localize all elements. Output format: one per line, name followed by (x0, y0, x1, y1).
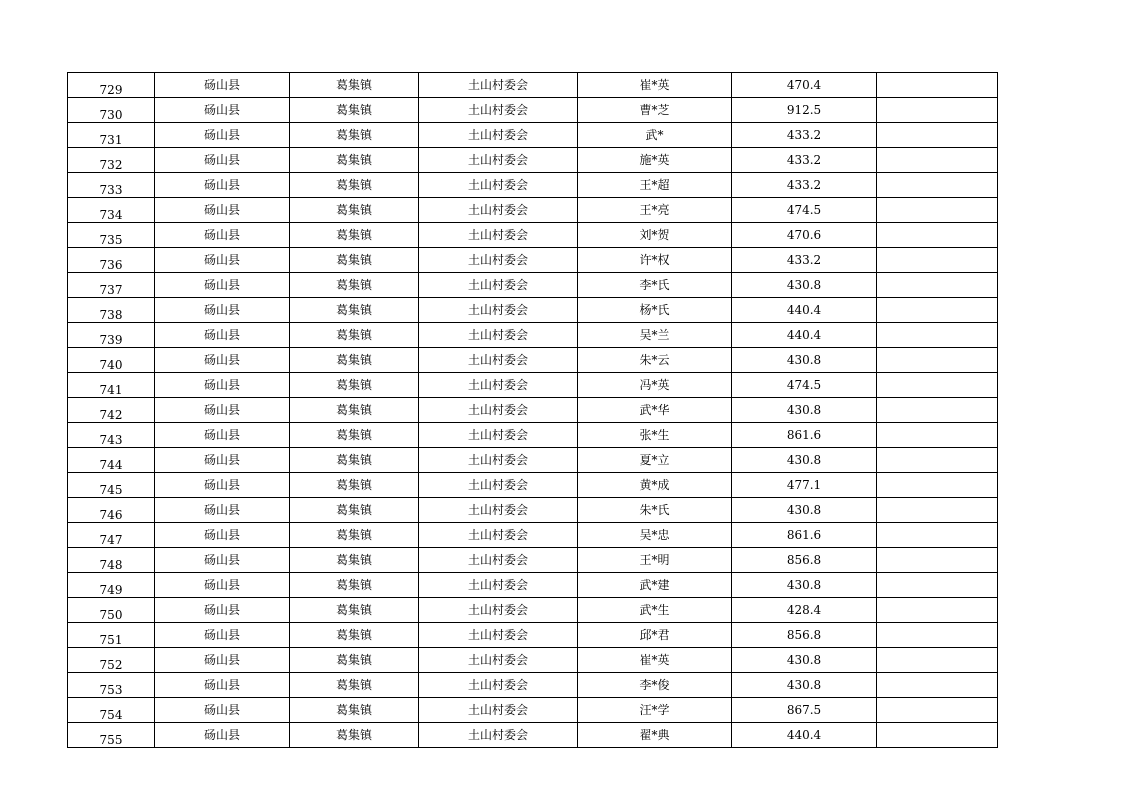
person-name-cell: 邱*君 (578, 623, 732, 648)
person-name-cell: 吴*忠 (578, 523, 732, 548)
note-cell (877, 598, 998, 623)
note-cell (877, 623, 998, 648)
person-name-cell: 李*氏 (578, 273, 732, 298)
county-cell: 砀山县 (155, 98, 290, 123)
village-cell: 土山村委会 (419, 273, 578, 298)
note-cell (877, 123, 998, 148)
village-cell: 土山村委会 (419, 523, 578, 548)
table-row (68, 73, 998, 98)
amount-cell: 430.8 (732, 498, 877, 523)
village-cell: 土山村委会 (419, 198, 578, 223)
village-cell: 土山村委会 (419, 298, 578, 323)
village-cell: 土山村委会 (419, 98, 578, 123)
person-name-cell: 朱*云 (578, 348, 732, 373)
town-cell: 葛集镇 (290, 573, 419, 598)
amount-cell: 440.4 (732, 723, 877, 748)
table-row (68, 323, 998, 348)
row-number-cell: 734 (68, 198, 155, 223)
table-row (68, 473, 998, 498)
village-cell: 土山村委会 (419, 648, 578, 673)
person-name-cell: 武*建 (578, 573, 732, 598)
town-cell: 葛集镇 (290, 598, 419, 623)
village-cell: 土山村委会 (419, 623, 578, 648)
table-row (68, 723, 998, 748)
note-cell (877, 698, 998, 723)
town-cell: 葛集镇 (290, 98, 419, 123)
village-cell: 土山村委会 (419, 573, 578, 598)
amount-cell: 867.5 (732, 698, 877, 723)
town-cell: 葛集镇 (290, 248, 419, 273)
row-number-cell: 735 (68, 223, 155, 248)
county-cell: 砀山县 (155, 523, 290, 548)
town-cell: 葛集镇 (290, 373, 419, 398)
town-cell: 葛集镇 (290, 273, 419, 298)
village-cell: 土山村委会 (419, 673, 578, 698)
county-cell: 砀山县 (155, 273, 290, 298)
village-cell: 土山村委会 (419, 548, 578, 573)
row-number-cell: 748 (68, 548, 155, 573)
village-cell: 土山村委会 (419, 448, 578, 473)
note-cell (877, 723, 998, 748)
county-cell: 砀山县 (155, 723, 290, 748)
village-cell: 土山村委会 (419, 148, 578, 173)
county-cell: 砀山县 (155, 598, 290, 623)
note-cell (877, 498, 998, 523)
row-number-cell: 754 (68, 698, 155, 723)
row-number-cell: 730 (68, 98, 155, 123)
town-cell: 葛集镇 (290, 423, 419, 448)
amount-cell: 430.8 (732, 448, 877, 473)
county-cell: 砀山县 (155, 248, 290, 273)
county-cell: 砀山县 (155, 348, 290, 373)
town-cell: 葛集镇 (290, 198, 419, 223)
county-cell: 砀山县 (155, 323, 290, 348)
note-cell (877, 98, 998, 123)
amount-cell: 428.4 (732, 598, 877, 623)
person-name-cell: 汪*学 (578, 698, 732, 723)
county-cell: 砀山县 (155, 573, 290, 598)
row-number-cell: 736 (68, 248, 155, 273)
row-number-cell: 739 (68, 323, 155, 348)
row-number-cell: 744 (68, 448, 155, 473)
note-cell (877, 148, 998, 173)
table-row (68, 498, 998, 523)
note-cell (877, 523, 998, 548)
note-cell (877, 273, 998, 298)
village-cell: 土山村委会 (419, 373, 578, 398)
town-cell: 葛集镇 (290, 123, 419, 148)
row-number-cell: 755 (68, 723, 155, 748)
amount-cell: 433.2 (732, 148, 877, 173)
county-cell: 砀山县 (155, 123, 290, 148)
person-name-cell: 王*明 (578, 548, 732, 573)
note-cell (877, 398, 998, 423)
person-name-cell: 武* (578, 123, 732, 148)
note-cell (877, 448, 998, 473)
row-number-cell: 752 (68, 648, 155, 673)
table-row (68, 348, 998, 373)
town-cell: 葛集镇 (290, 473, 419, 498)
row-number-cell: 749 (68, 573, 155, 598)
person-name-cell: 武*华 (578, 398, 732, 423)
person-name-cell: 朱*氏 (578, 498, 732, 523)
person-name-cell: 崔*英 (578, 648, 732, 673)
table-row (68, 123, 998, 148)
amount-cell: 861.6 (732, 423, 877, 448)
amount-cell: 430.8 (732, 673, 877, 698)
town-cell: 葛集镇 (290, 223, 419, 248)
table-row (68, 548, 998, 573)
town-cell: 葛集镇 (290, 698, 419, 723)
person-name-cell: 武*生 (578, 598, 732, 623)
table-row (68, 573, 998, 598)
table-row (68, 448, 998, 473)
amount-cell: 430.8 (732, 348, 877, 373)
table-row (68, 673, 998, 698)
note-cell (877, 648, 998, 673)
village-cell: 土山村委会 (419, 223, 578, 248)
town-cell: 葛集镇 (290, 623, 419, 648)
village-cell: 土山村委会 (419, 473, 578, 498)
county-cell: 砀山县 (155, 298, 290, 323)
data-table (67, 72, 998, 748)
person-name-cell: 夏*立 (578, 448, 732, 473)
person-name-cell: 吴*兰 (578, 323, 732, 348)
village-cell: 土山村委会 (419, 423, 578, 448)
row-number-cell: 733 (68, 173, 155, 198)
table-row (68, 398, 998, 423)
person-name-cell: 许*权 (578, 248, 732, 273)
table-row (68, 223, 998, 248)
town-cell: 葛集镇 (290, 448, 419, 473)
person-name-cell: 刘*贺 (578, 223, 732, 248)
amount-cell: 477.1 (732, 473, 877, 498)
note-cell (877, 198, 998, 223)
row-number-cell: 750 (68, 598, 155, 623)
town-cell: 葛集镇 (290, 73, 419, 98)
row-number-cell: 743 (68, 423, 155, 448)
row-number-cell: 740 (68, 348, 155, 373)
village-cell: 土山村委会 (419, 498, 578, 523)
table-row (68, 248, 998, 273)
county-cell: 砀山县 (155, 473, 290, 498)
amount-cell: 430.8 (732, 398, 877, 423)
note-cell (877, 323, 998, 348)
table-row (68, 598, 998, 623)
table-row (68, 698, 998, 723)
table-row (68, 173, 998, 198)
person-name-cell: 崔*英 (578, 73, 732, 98)
county-cell: 砀山县 (155, 148, 290, 173)
note-cell (877, 373, 998, 398)
row-number-cell: 737 (68, 273, 155, 298)
table-row (68, 523, 998, 548)
row-number-cell: 742 (68, 398, 155, 423)
amount-cell: 430.8 (732, 273, 877, 298)
person-name-cell: 张*生 (578, 423, 732, 448)
amount-cell: 433.2 (732, 248, 877, 273)
row-number-cell: 729 (68, 73, 155, 98)
note-cell (877, 573, 998, 598)
amount-cell: 474.5 (732, 198, 877, 223)
town-cell: 葛集镇 (290, 673, 419, 698)
table-row (68, 98, 998, 123)
note-cell (877, 298, 998, 323)
amount-cell: 433.2 (732, 173, 877, 198)
amount-cell: 430.8 (732, 573, 877, 598)
note-cell (877, 223, 998, 248)
county-cell: 砀山县 (155, 698, 290, 723)
town-cell: 葛集镇 (290, 173, 419, 198)
amount-cell: 474.5 (732, 373, 877, 398)
county-cell: 砀山县 (155, 448, 290, 473)
note-cell (877, 248, 998, 273)
row-number-cell: 747 (68, 523, 155, 548)
person-name-cell: 翟*典 (578, 723, 732, 748)
town-cell: 葛集镇 (290, 648, 419, 673)
county-cell: 砀山县 (155, 198, 290, 223)
amount-cell: 912.5 (732, 98, 877, 123)
row-number-cell: 745 (68, 473, 155, 498)
table-row (68, 623, 998, 648)
row-number-cell: 741 (68, 373, 155, 398)
amount-cell: 430.8 (732, 648, 877, 673)
county-cell: 砀山县 (155, 548, 290, 573)
table-row (68, 648, 998, 673)
county-cell: 砀山县 (155, 173, 290, 198)
table-row (68, 373, 998, 398)
town-cell: 葛集镇 (290, 523, 419, 548)
village-cell: 土山村委会 (419, 723, 578, 748)
village-cell: 土山村委会 (419, 398, 578, 423)
town-cell: 葛集镇 (290, 398, 419, 423)
amount-cell: 470.4 (732, 73, 877, 98)
county-cell: 砀山县 (155, 623, 290, 648)
village-cell: 土山村委会 (419, 698, 578, 723)
village-cell: 土山村委会 (419, 73, 578, 98)
town-cell: 葛集镇 (290, 498, 419, 523)
village-cell: 土山村委会 (419, 348, 578, 373)
amount-cell: 440.4 (732, 298, 877, 323)
village-cell: 土山村委会 (419, 248, 578, 273)
village-cell: 土山村委会 (419, 173, 578, 198)
row-number-cell: 732 (68, 148, 155, 173)
county-cell: 砀山县 (155, 223, 290, 248)
note-cell (877, 473, 998, 498)
town-cell: 葛集镇 (290, 323, 419, 348)
amount-cell: 856.8 (732, 623, 877, 648)
note-cell (877, 423, 998, 448)
county-cell: 砀山县 (155, 423, 290, 448)
row-number-cell: 746 (68, 498, 155, 523)
note-cell (877, 548, 998, 573)
person-name-cell: 王*超 (578, 173, 732, 198)
town-cell: 葛集镇 (290, 148, 419, 173)
person-name-cell: 曹*芝 (578, 98, 732, 123)
row-number-cell: 731 (68, 123, 155, 148)
town-cell: 葛集镇 (290, 548, 419, 573)
county-cell: 砀山县 (155, 398, 290, 423)
amount-cell: 861.6 (732, 523, 877, 548)
row-number-cell: 753 (68, 673, 155, 698)
county-cell: 砀山县 (155, 673, 290, 698)
town-cell: 葛集镇 (290, 348, 419, 373)
person-name-cell: 冯*英 (578, 373, 732, 398)
table-row (68, 148, 998, 173)
note-cell (877, 73, 998, 98)
amount-cell: 470.6 (732, 223, 877, 248)
table-body (68, 73, 998, 748)
town-cell: 葛集镇 (290, 298, 419, 323)
table-row (68, 298, 998, 323)
note-cell (877, 673, 998, 698)
county-cell: 砀山县 (155, 498, 290, 523)
amount-cell: 440.4 (732, 323, 877, 348)
table-row (68, 273, 998, 298)
person-name-cell: 李*俊 (578, 673, 732, 698)
village-cell: 土山村委会 (419, 598, 578, 623)
county-cell: 砀山县 (155, 373, 290, 398)
person-name-cell: 王*亮 (578, 198, 732, 223)
person-name-cell: 杨*氏 (578, 298, 732, 323)
person-name-cell: 黄*成 (578, 473, 732, 498)
row-number-cell: 751 (68, 623, 155, 648)
county-cell: 砀山县 (155, 73, 290, 98)
town-cell: 葛集镇 (290, 723, 419, 748)
person-name-cell: 施*英 (578, 148, 732, 173)
village-cell: 土山村委会 (419, 123, 578, 148)
row-number-cell: 738 (68, 298, 155, 323)
note-cell (877, 348, 998, 373)
county-cell: 砀山县 (155, 648, 290, 673)
village-cell: 土山村委会 (419, 323, 578, 348)
amount-cell: 433.2 (732, 123, 877, 148)
table-row (68, 198, 998, 223)
note-cell (877, 173, 998, 198)
table-row (68, 423, 998, 448)
amount-cell: 856.8 (732, 548, 877, 573)
